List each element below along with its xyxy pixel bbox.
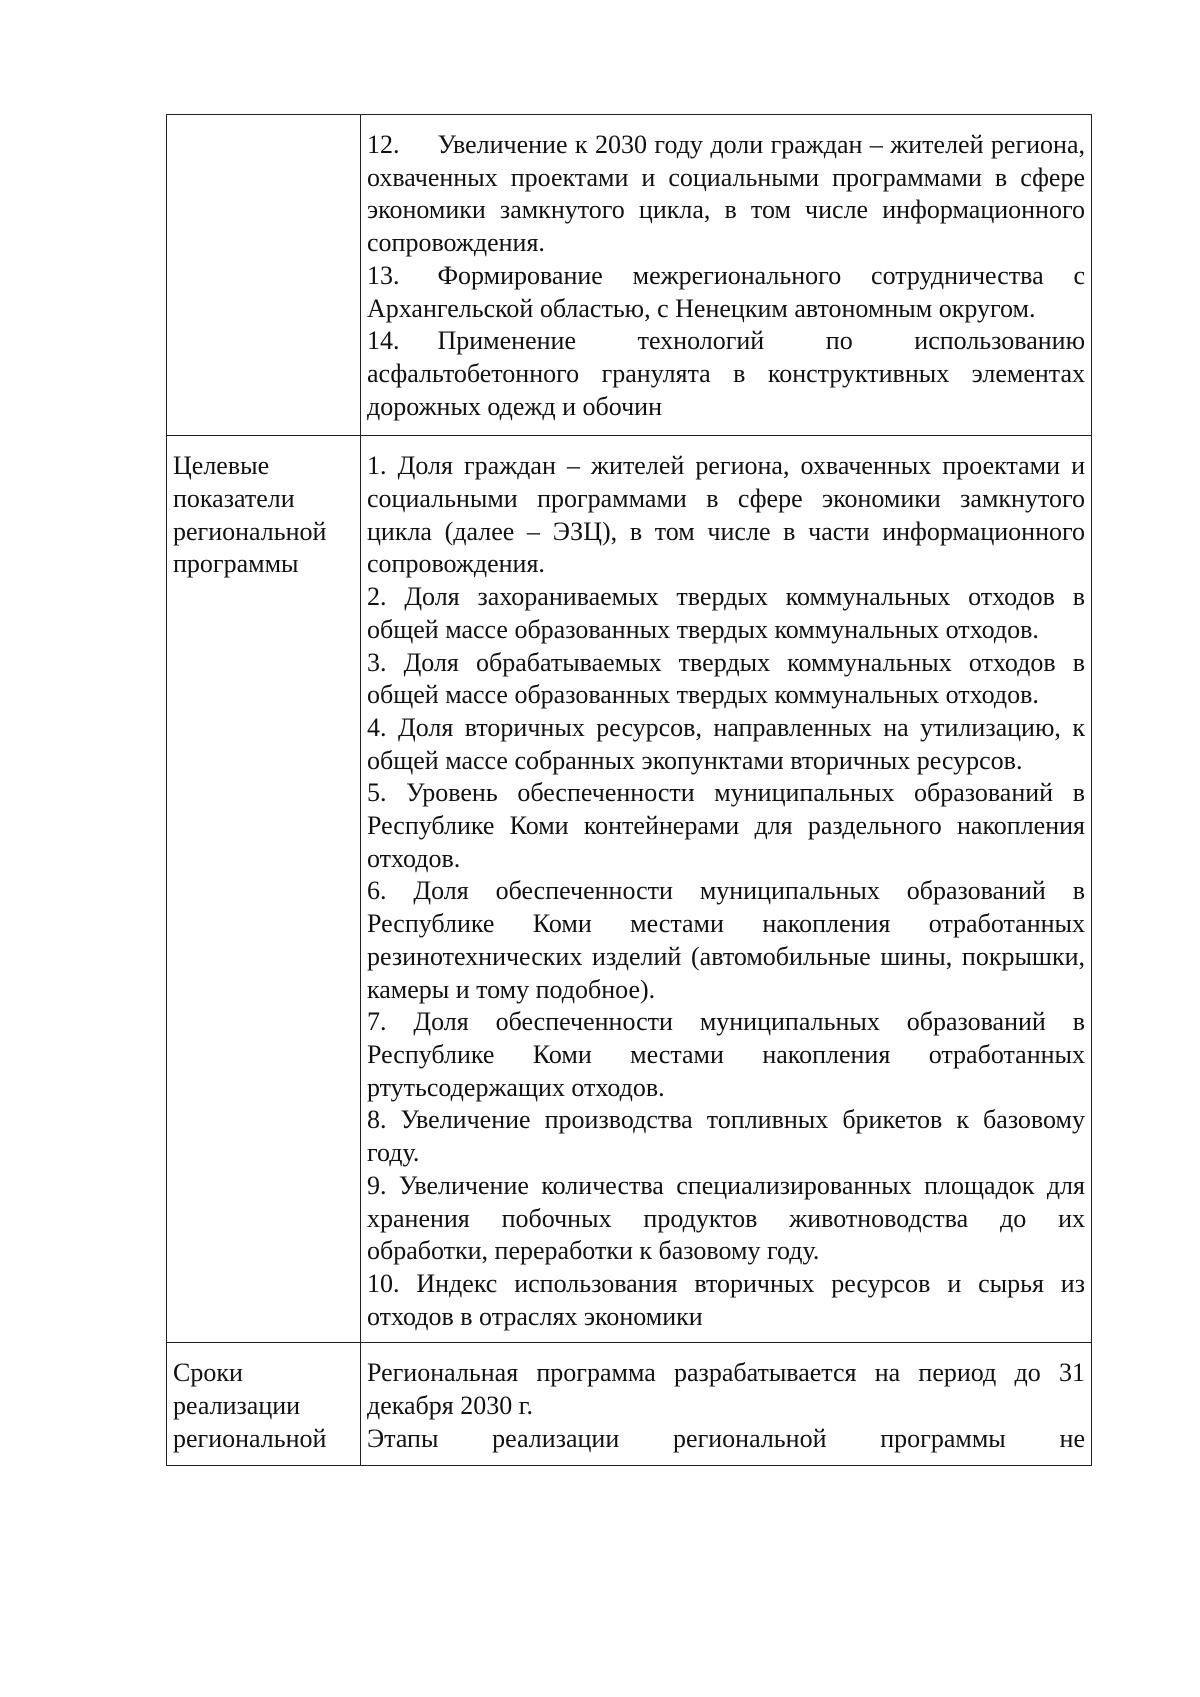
stages-text: Этапы реализации региональной программы не bbox=[366, 1423, 1085, 1453]
period-text: Региональная программа разрабатывается на период до 31 декабря 2030 г. bbox=[366, 1358, 1085, 1421]
row-label-line: программы bbox=[173, 549, 299, 579]
task-item-text: Формирование межрегионального сотрудничества с Архангельской областью, с Ненецким автономным округом. bbox=[366, 260, 1085, 323]
indicator-item-5: 5. Уровень обеспеченности муниципальных образований в Республике Коми контейнерами для раздельного накопления отходов. bbox=[366, 778, 1085, 873]
row-label-cell-target-indicators bbox=[167, 436, 361, 1343]
indicator-item-3: 3. Доля обрабатываемых твердых коммунальных отходов в общей массе образованных твердых коммунальных отходов. bbox=[366, 647, 1085, 710]
task-item-14: 14. Применение технологий по использованию асфальтобетонного гранулята в конструктивных элементах дорожных одежд и обочин bbox=[366, 326, 1085, 421]
indicator-item-6: 6. Доля обеспеченности муниципальных образований в Республике Коми местами накопления отработанных резинотехнических изделий (автомобильные шины, покрышки, камеры и тому подобное). bbox=[366, 876, 1085, 1004]
table-row-continued-tasks bbox=[167, 115, 1092, 436]
task-item-text: Применение технологий по использованию асфальтобетонного гранулята в конструктивных элементах дорожных одежд и обочин bbox=[366, 326, 1085, 421]
row-content-cell-tasks bbox=[360, 115, 1091, 436]
row-label-line: Целевые bbox=[173, 451, 270, 481]
row-content-cell-target-indicators bbox=[360, 436, 1091, 1343]
row-label-line: реализации bbox=[173, 1391, 301, 1421]
indicator-item-1: 1. Доля граждан – жителей региона, охваченных проектами и социальными программами в сфере экономики замкнутого цикла (далее – ЭЗЦ), в том числе в части информационного сопровождения. bbox=[366, 451, 1085, 579]
indicator-item-8: 8. Увеличение производства топливных брикетов к базовому году. bbox=[366, 1105, 1085, 1168]
row-content-cell-implementation-period bbox=[360, 1343, 1091, 1466]
table-row-implementation-period bbox=[167, 1343, 1092, 1466]
row-label-line: региональной bbox=[173, 1423, 327, 1453]
indicator-item-2: 2. Доля захораниваемых твердых коммунальных отходов в общей массе образованных твердых коммунальных отходов. bbox=[366, 582, 1085, 644]
indicator-item-4: 4. Доля вторичных ресурсов, направленных на утилизацию, к общей массе собранных экопунктами вторичных ресурсов. bbox=[366, 712, 1085, 775]
row-label-cell-implementation-period bbox=[167, 1343, 361, 1466]
indicator-item-7: 7. Доля обеспеченности муниципальных образований в Республике Коми местами накопления отработанных ртутьсодержащих отходов. bbox=[366, 1007, 1085, 1102]
program-passport-table bbox=[166, 114, 1092, 1466]
row-label-line: показатели bbox=[173, 484, 295, 514]
table-row-target-indicators bbox=[167, 436, 1092, 1343]
indicator-item-9: 9. Увеличение количества специализированных площадок для хранения побочных продуктов животноводства до их обработки, переработки к базовому году. bbox=[366, 1170, 1085, 1266]
task-item-13: 13. Формирование межрегионального сотрудничества с Архангельской областью, с Ненецким автономным округом. bbox=[366, 260, 1085, 323]
row-label-line: Сроки bbox=[173, 1358, 243, 1388]
row-label-line: региональной bbox=[173, 516, 327, 546]
row-label-cell-empty bbox=[167, 115, 361, 436]
task-item-text: Увеличение к 2030 году доли граждан – жителей региона, охваченных проектами и социальными программами в сфере экономики замкнутого цикла, в том числе информационного сопровождения. bbox=[366, 130, 1085, 258]
indicator-item-10: 10. Индекс использования вторичных ресурсов и сырья из отходов в отраслях экономики bbox=[366, 1268, 1085, 1331]
task-item-12: 12. Увеличение к 2030 году доли граждан – жителей региона, охваченных проектами и социальными программами в сфере экономики замкнутого цикла, в том числе информационного сопровождения. bbox=[366, 130, 1085, 258]
